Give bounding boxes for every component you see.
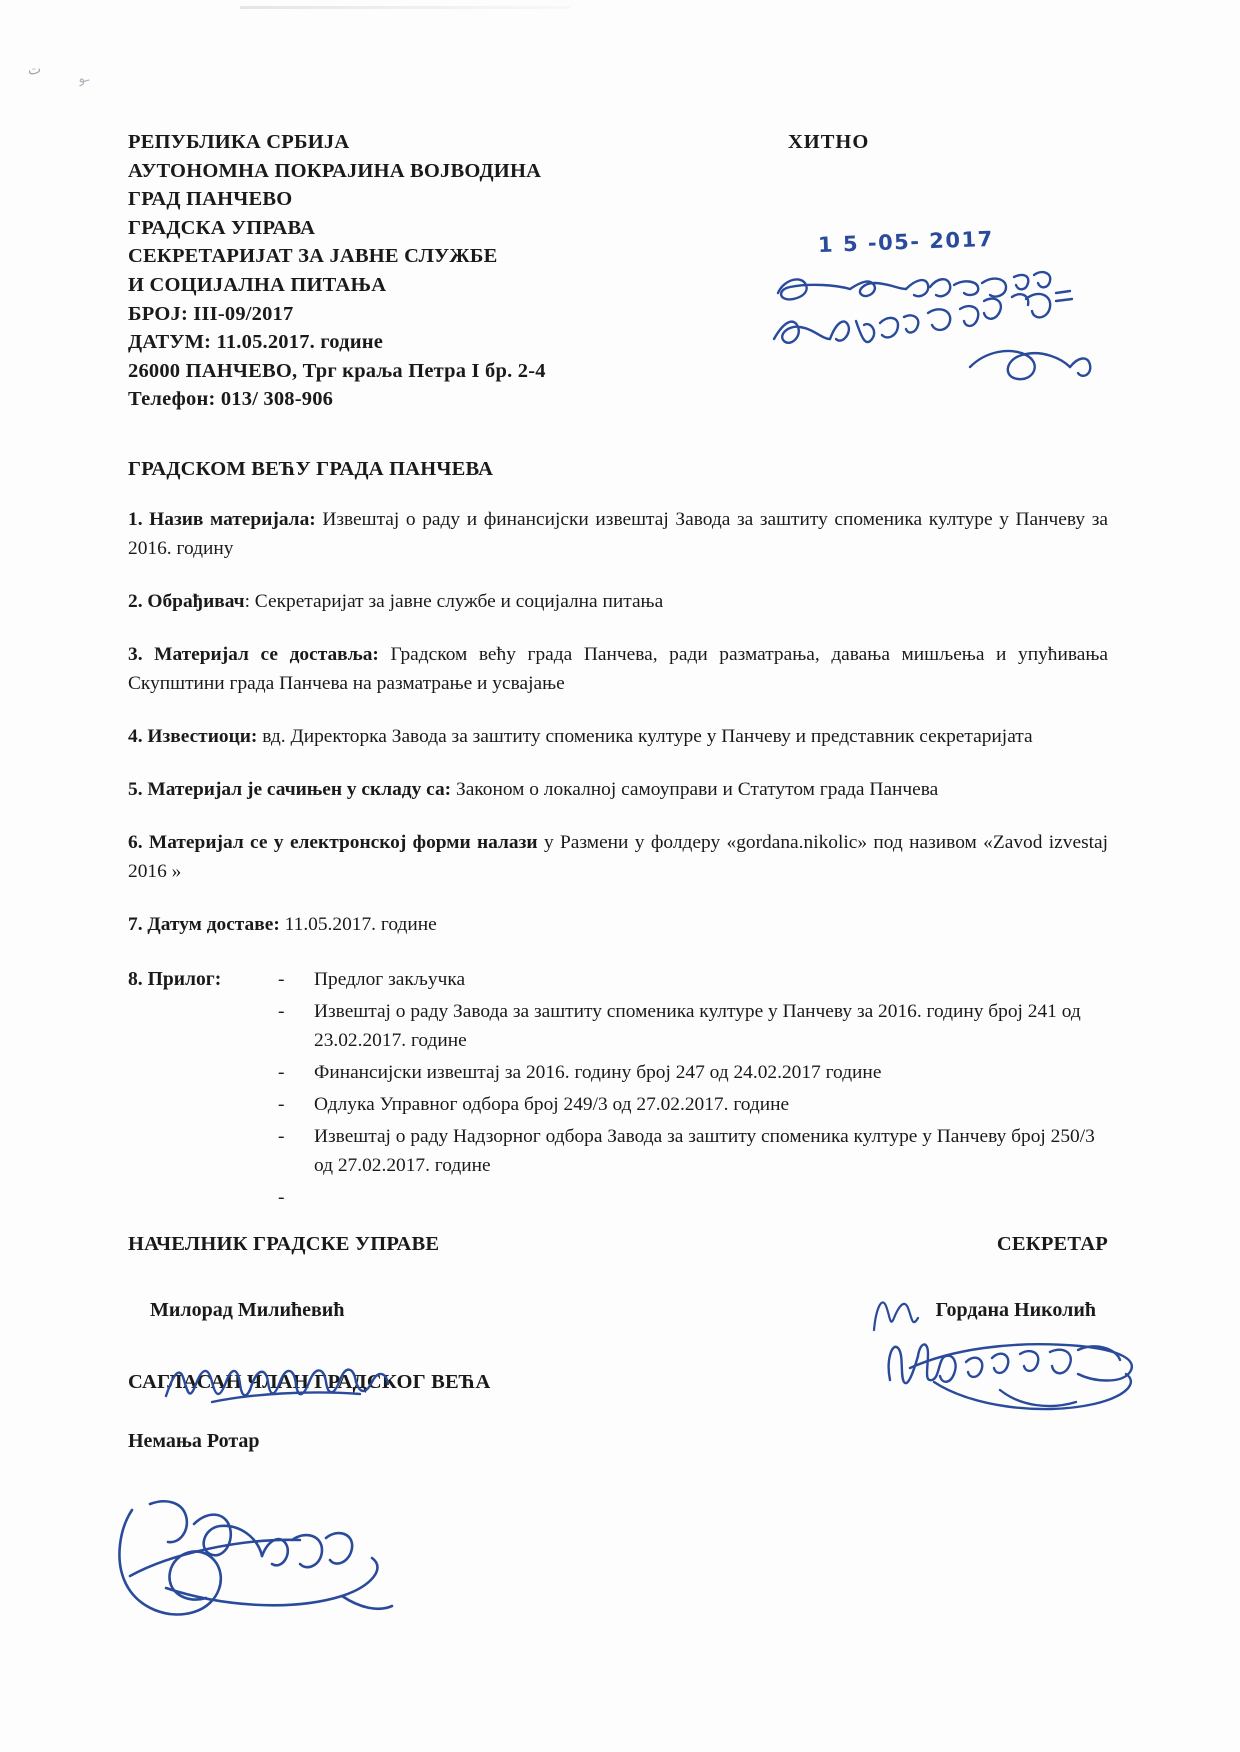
item-6 (128, 828, 1108, 886)
item-4 (128, 722, 1108, 751)
attachment-text: Одлука Управног одбора број 249/3 од 27.02.2017. године (314, 1093, 790, 1115)
document-number: БРОЈ: III-09/2017 (128, 302, 294, 325)
item-1 (128, 505, 1108, 563)
attachment-text: Извештај о раду Завода за заштиту споменика културе у Панчеву за 2016. годину број 241 од 23.02.2017. године (314, 1000, 1081, 1051)
attachments-section (128, 965, 1108, 1215)
letterhead-phone: Телефон: 013/ 308-906 (128, 388, 334, 411)
item-2-label: 2. Обрађивач (128, 590, 245, 612)
item-4-text: вд. Директорка Завода за заштиту споменика културе у Панчеву и представник секретаријата (257, 725, 1033, 747)
item-3-text: Градском већу града Панчева, ради разматрања, давања мишљења и упућивања Скупштини града Панчева на разматрање и усвајање (128, 643, 1108, 694)
letterhead-line-2: АУТОНОМНА ПОКРАЈИНА ВОЈВОДИНА (128, 159, 542, 182)
item-7-label: 7. Датум доставе: (128, 913, 280, 935)
item-6-label: 6. Материјал се у електронској форми налази (128, 831, 538, 853)
urgent-label: ХИТНО (788, 131, 870, 153)
attachment-item (278, 965, 1108, 994)
letterhead (128, 128, 1108, 414)
scan-artifact-top (240, 6, 570, 9)
item-5 (128, 775, 1108, 804)
signature-left-name: Милорад Милићевић (150, 1298, 345, 1321)
reception-date-stamp: 1 5 -05- 2017 (817, 226, 995, 258)
item-5-label: 5. Материјал је сачињен у складу са: (128, 778, 452, 800)
attachment-text: Извештај о раду Надзорног одбора Завода за заштиту споменика културе у Панчеву број 250/3 од 27.02.2017. године (314, 1125, 1095, 1176)
item-5-text: Законом о локалној самоуправи и Статутом града Панчева (451, 778, 939, 800)
attachment-item (278, 1058, 1108, 1087)
attachment-bullet: - (278, 968, 285, 990)
attachment-item (278, 997, 1108, 1055)
attachment-text: Финансијски извештај за 2016. годину број 247 од 24.02.2017 године (314, 1061, 882, 1083)
attachment-item (278, 1122, 1108, 1180)
signature-right-name: Гордана Николић (935, 1298, 1096, 1321)
attachment-bullet: - (278, 1186, 285, 1208)
consent-title: САГЛАСАН ЧЛАН ГРАДСКОГ ВЕЋА (128, 1370, 491, 1393)
scan-artifact-left-a: ت (27, 62, 43, 79)
letterhead-line-5: СЕКРЕТАРИЈАТ ЗА ЈАВНЕ СЛУЖБЕ (128, 245, 498, 268)
item-4-label: 4. Известиоци: (128, 725, 258, 747)
attachment-item (278, 1090, 1108, 1119)
item-2-text: : Секретаријат за јавне службе и социјална питања (244, 590, 664, 612)
attachments-list (278, 965, 1108, 1215)
item-1-label: 1. Назив материјала: (128, 508, 316, 530)
scan-artifact-left-b: ـﻮ (76, 68, 91, 87)
item-3-label: 3. Материјал се доставља: (128, 643, 379, 665)
item-7-text: 11.05.2017. године (279, 913, 437, 935)
attachment-bullet: - (278, 1093, 285, 1115)
attachments-label: 8. Прилог: (128, 968, 222, 990)
signature-left-title: НАЧЕЛНИК ГРАДСКЕ УПРАВЕ (128, 1232, 440, 1255)
consent-name: Немања Ротар (128, 1429, 260, 1452)
letterhead-line-6: И СОЦИЈАЛНА ПИТАЊА (128, 273, 387, 296)
attachment-bullet: - (278, 1125, 285, 1147)
attachment-bullet: - (278, 1000, 285, 1022)
attachment-bullet: - (278, 1061, 285, 1083)
signature-row (128, 1233, 1108, 1343)
item-1-text: Извештај о раду и финансијски извештај Завода за заштиту споменика културе у Панчеву за 2016. годину (128, 508, 1108, 559)
letterhead-line-3: ГРАД ПАНЧЕВО (128, 188, 293, 211)
letterhead-line-1: РЕПУБЛИКА СРБИЈА (128, 131, 350, 153)
attachment-item-empty (278, 1183, 1108, 1212)
item-6-text: у Размени у фолдеру «gordana.nikolic» под називом «Zavod izvestaj 2016 » (128, 831, 1108, 882)
addressee-heading: ГРАДСКОМ ВЕЋУ ГРАДА ПАНЧЕВА (128, 457, 494, 480)
item-2 (128, 587, 1108, 616)
letterhead-line-4: ГРАДСКА УПРАВА (128, 216, 316, 239)
signature-ink-bottom (110, 1480, 440, 1640)
signature-right-title: СЕКРЕТАР (996, 1232, 1108, 1255)
document-date: ДАТУМ: 11.05.2017. године (128, 331, 384, 354)
letterhead-address: 26000 ПАНЧЕВО, Трг краља Петра I бр. 2-4 (128, 359, 546, 382)
attachment-text: Предлог закључка (314, 968, 466, 990)
document-content (128, 128, 1108, 1453)
item-7 (128, 910, 1108, 939)
item-3 (128, 640, 1108, 698)
